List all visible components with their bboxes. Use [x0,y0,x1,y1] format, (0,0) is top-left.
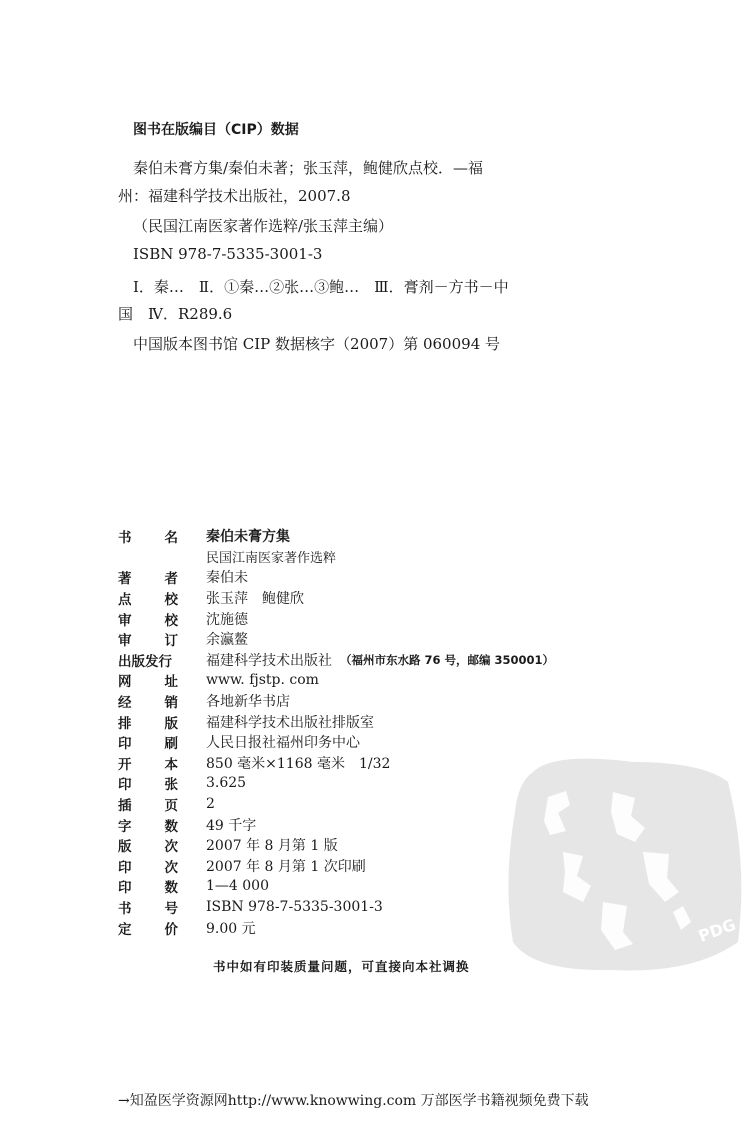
info-label-char: 数 [164,880,178,897]
info-label-char: 名 [164,530,178,547]
info-label-char: 版 [164,715,178,732]
info-row [118,547,554,568]
cip-line-4: ISBN 978-7-5335-3001-3 [133,245,323,263]
info-label-char: 印 [118,880,132,897]
info-label [118,732,178,752]
info-row [118,773,554,794]
info-label [118,876,178,896]
info-label [118,650,178,670]
info-label-char: 网 [118,674,132,691]
watermark-text: PDG [695,914,739,946]
info-value: 秦伯未 [206,570,248,587]
info-label-char: 订 [164,633,178,650]
info-row [118,897,554,918]
info-label [118,773,178,793]
info-label-char: 次 [164,859,178,876]
cip-line-3: （民国江南医家著作选粹/张玉萍主编） [133,217,394,235]
cip-line-6: 国 Ⅳ．R289.6 [118,305,233,323]
info-label-char: 出版发行 [118,653,172,670]
info-label-char: 校 [164,592,178,609]
info-label-char: 审 [118,612,132,629]
info-label-char: 点 [118,592,132,609]
info-value: 余瀛鳌 [206,632,248,649]
info-label-char: 者 [164,571,178,588]
info-value: 福建科学技术出版社排版室 [206,714,374,731]
info-row [118,753,554,774]
info-row [118,814,554,835]
info-value: 2 [206,796,215,813]
info-row [118,650,554,671]
quality-notice: 书中如有印装质量问题，可直接向本社调换 [213,959,470,974]
info-row [118,732,554,753]
info-label-char: 印 [118,859,132,876]
info-row [118,608,554,629]
info-label-char: 校 [164,612,178,629]
info-row [118,691,554,712]
info-label-char: 销 [164,695,178,712]
info-row [118,588,554,609]
info-label-char: 张 [164,777,178,794]
info-row [118,670,554,691]
info-value: 沈施德 [206,611,248,628]
info-label [118,856,178,876]
info-value: 福建科学技术出版社 [206,652,332,669]
info-row [118,711,554,732]
footer-link-text[interactable]: →知盈医学资源网http://www.knowwing.com 万部医学书籍视频免费下载 [118,1093,589,1109]
info-label [118,670,178,690]
info-label [118,588,178,608]
info-label-char: 插 [118,798,132,815]
watermark-seal-icon [493,742,753,982]
info-label [118,753,178,773]
info-row [118,835,554,856]
info-label [118,629,178,649]
info-row [118,794,554,815]
info-value: 秦伯未膏方集 [206,529,290,546]
info-label-char: 次 [164,839,178,856]
info-value: 2007 年 8 月第 1 次印刷 [206,858,366,875]
info-value: 9.00 元 [206,920,256,937]
info-value: 张玉萍 鲍健欣 [206,591,304,608]
info-label-char: 印 [118,777,132,794]
info-label-char: 数 [164,818,178,835]
info-label-char: 字 [118,818,132,835]
info-row [118,629,554,650]
info-label-char: 开 [118,756,132,773]
info-label-char: 号 [164,900,178,917]
info-label-char: 刷 [164,736,178,753]
info-row [118,876,554,897]
info-value[interactable]: www. fjstp. com [206,672,319,689]
info-label [118,897,178,917]
info-value: 850 毫米×1168 毫米 1/32 [206,755,391,772]
info-label [118,815,178,835]
cip-line-5: Ⅰ．秦… Ⅱ．①秦…②张…③鲍… Ⅲ．膏剂－方书－中 [133,278,509,296]
info-label-char: 经 [118,695,132,712]
info-label-char: 书 [118,530,132,547]
info-value: 人民日报社福州印务中心 [206,735,360,752]
info-label-char: 价 [164,921,178,938]
info-label-char: 排 [118,715,132,732]
info-value: 1—4 000 [206,878,269,895]
info-label-char: 本 [164,756,178,773]
info-label [118,691,178,711]
info-label [118,918,178,938]
info-label-char: 版 [118,839,132,856]
info-label [118,609,178,629]
info-label [118,567,178,587]
cip-line-2: 州：福建科学技术出版社，2007.8 [118,187,351,205]
info-label-char: 书 [118,900,132,917]
info-value: ISBN 978-7-5335-3001-3 [206,898,383,915]
cip-line-7: 中国版本图书馆 CIP 数据核字（2007）第 060094 号 [133,335,501,353]
publication-info-table [118,526,554,938]
cip-title: 图书在版编目（CIP）数据 [133,122,299,138]
info-label [118,794,178,814]
info-value: 民国江南医家著作选粹 [206,551,337,567]
info-value: 2007 年 8 月第 1 版 [206,838,338,855]
cip-line-1: 秦伯未膏方集/秦伯未著；张玉萍，鲍健欣点校．—福 [133,159,484,177]
info-label-char: 印 [118,736,132,753]
info-label-char: 审 [118,633,132,650]
info-value: 各地新华书店 [206,694,290,711]
info-label-char: 页 [164,798,178,815]
info-label [118,526,178,546]
publisher-address: （福州市东水路 76 号，邮编 350001） [340,652,555,667]
info-label-char: 定 [118,921,132,938]
info-row [118,917,554,938]
info-row [118,567,554,588]
info-label-char: 址 [164,674,178,691]
info-value: 49 千字 [206,817,257,834]
info-label-char: 著 [118,571,132,588]
info-row [118,856,554,877]
info-label [118,712,178,732]
info-row [118,526,554,547]
info-label [118,835,178,855]
info-value: 3.625 [206,775,247,792]
